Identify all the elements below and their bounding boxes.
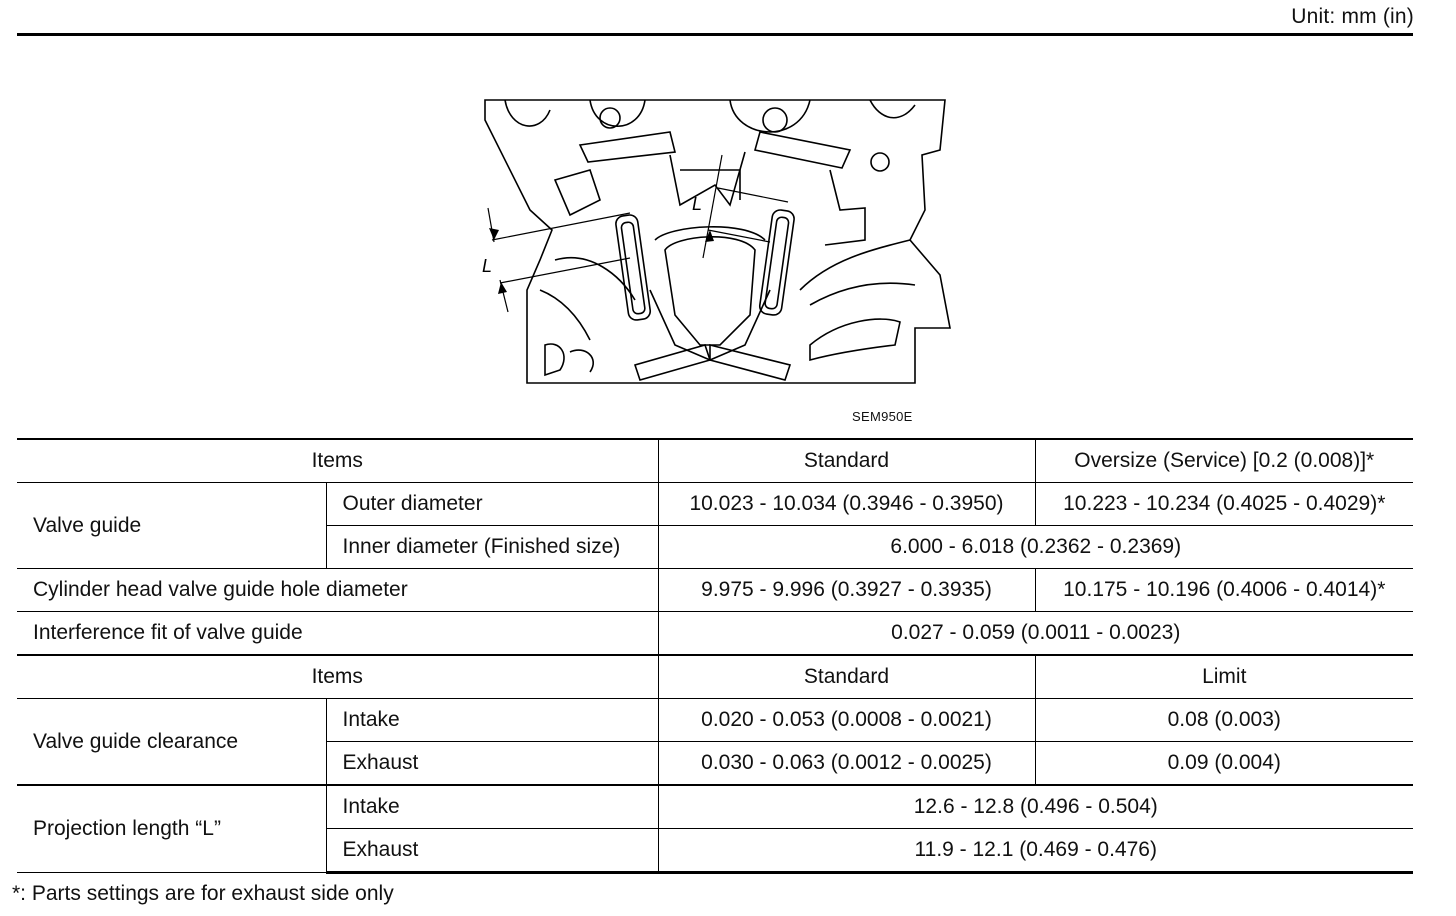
interference-fit-value: 0.027 - 0.059 (0.0011 - 0.0023) bbox=[658, 612, 1413, 656]
header-standard-2: Standard bbox=[658, 655, 1035, 699]
valve-guide-label: Valve guide bbox=[17, 483, 326, 569]
inner-diameter-label: Inner diameter (Finished size) bbox=[326, 526, 658, 569]
hole-diameter-standard: 9.975 - 9.996 (0.3927 - 0.3935) bbox=[658, 569, 1035, 612]
clearance-intake-standard: 0.020 - 0.053 (0.0008 - 0.0021) bbox=[658, 699, 1035, 742]
inner-diameter-value: 6.000 - 6.018 (0.2362 - 0.2369) bbox=[658, 526, 1413, 569]
projection-exhaust-label: Exhaust bbox=[326, 829, 658, 873]
hole-diameter-label: Cylinder head valve guide hole diameter bbox=[17, 569, 658, 612]
footnote: *: Parts settings are for exhaust side only bbox=[12, 882, 394, 905]
projection-exhaust-value: 11.9 - 12.1 (0.469 - 0.476) bbox=[658, 829, 1413, 873]
clearance-exhaust-limit: 0.09 (0.004) bbox=[1035, 742, 1413, 786]
projection-label: Projection length “L” bbox=[17, 785, 326, 873]
cylinder-head-diagram bbox=[470, 90, 970, 395]
outer-diameter-oversize: 10.223 - 10.234 (0.4025 - 0.4029)* bbox=[1035, 483, 1413, 526]
table-row bbox=[17, 699, 1413, 742]
table-row bbox=[17, 569, 1413, 612]
header-standard: Standard bbox=[658, 439, 1035, 483]
table-row bbox=[17, 785, 1413, 829]
table1-header-row bbox=[17, 439, 1413, 483]
header-limit: Limit bbox=[1035, 655, 1413, 699]
interference-fit-label: Interference fit of valve guide bbox=[17, 612, 658, 656]
projection-intake-value: 12.6 - 12.8 (0.496 - 0.504) bbox=[658, 785, 1413, 829]
dimension-label-left: L bbox=[482, 256, 493, 276]
valve-guide-spec-table bbox=[17, 438, 1413, 874]
header-items: Items bbox=[17, 439, 658, 483]
projection-intake-label: Intake bbox=[326, 785, 658, 829]
clearance-intake-limit: 0.08 (0.003) bbox=[1035, 699, 1413, 742]
clearance-exhaust-standard: 0.030 - 0.063 (0.0012 - 0.0025) bbox=[658, 742, 1035, 786]
top-rule bbox=[17, 33, 1413, 36]
dimension-label-right: L bbox=[692, 194, 703, 214]
table-row bbox=[17, 483, 1413, 526]
clearance-label: Valve guide clearance bbox=[17, 699, 326, 786]
hole-diameter-oversize: 10.175 - 10.196 (0.4006 - 0.4014)* bbox=[1035, 569, 1413, 612]
table-row bbox=[17, 612, 1413, 656]
unit-label: Unit: mm (in) bbox=[1291, 5, 1414, 28]
header-items-2: Items bbox=[17, 655, 658, 699]
outer-diameter-label: Outer diameter bbox=[326, 483, 658, 526]
table2-header-row bbox=[17, 655, 1413, 699]
header-oversize: Oversize (Service) [0.2 (0.008)]* bbox=[1035, 439, 1413, 483]
figure-code: SEM950E bbox=[852, 409, 913, 424]
outer-diameter-standard: 10.023 - 10.034 (0.3946 - 0.3950) bbox=[658, 483, 1035, 526]
clearance-intake-label: Intake bbox=[326, 699, 658, 742]
clearance-exhaust-label: Exhaust bbox=[326, 742, 658, 786]
